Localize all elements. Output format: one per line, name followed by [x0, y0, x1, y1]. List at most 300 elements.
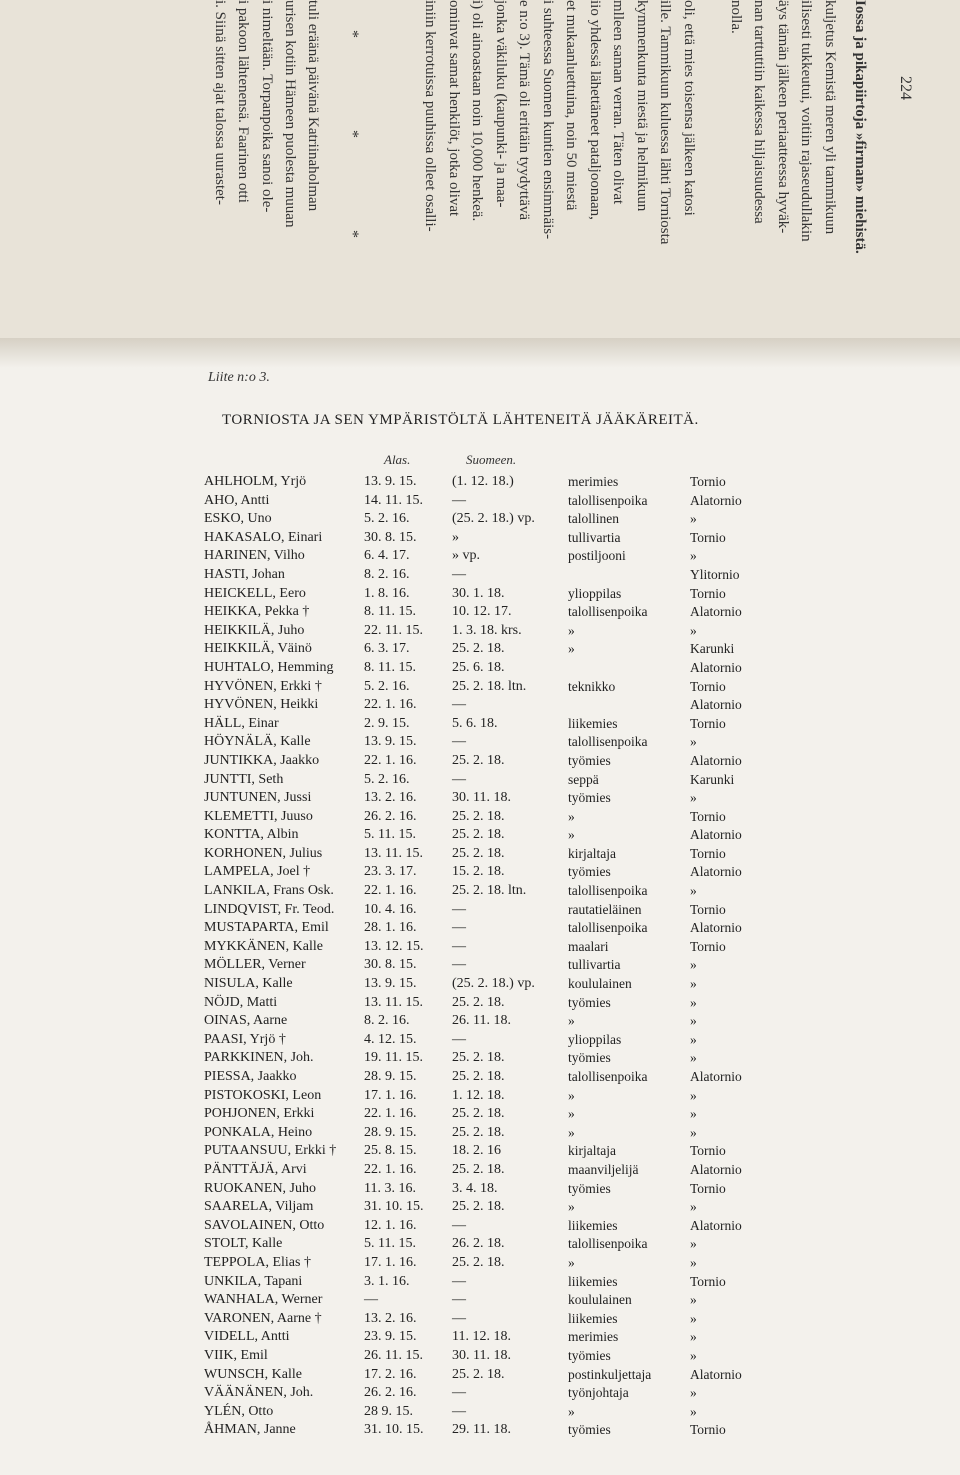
cell-paikka: »	[690, 1254, 697, 1270]
cell-paikka: »	[690, 1050, 697, 1066]
cell-paikka: »	[690, 790, 697, 806]
cell-alas: 25. 8. 15.	[364, 1143, 417, 1159]
table-row	[0, 1385, 960, 1404]
cell-name: KONTTA, Albin	[204, 827, 299, 843]
cell-paikka: »	[690, 957, 697, 973]
cell-name: WANHALA, Werner	[204, 1292, 323, 1308]
table-row	[0, 1218, 960, 1237]
cell-name: LANKILA, Frans Osk.	[204, 883, 334, 899]
cell-paikka: Tornio	[690, 938, 726, 954]
rotated-line: i. Siinä sitten ajat talossa uurastet-	[212, 0, 228, 205]
cell-paikka: Alatornio	[690, 752, 742, 768]
cell-suomeen: —	[452, 1217, 466, 1233]
cell-alas: 6. 3. 17.	[364, 641, 410, 657]
cell-ammatti: koululainen	[568, 976, 632, 992]
cell-alas: 28. 1. 16.	[364, 920, 417, 936]
appendix-label: Liite n:o 3.	[208, 370, 270, 385]
table-row	[0, 586, 960, 605]
cell-ammatti: tullivartia	[568, 957, 621, 973]
cell-alas: 13. 9. 15.	[364, 976, 417, 992]
table-row	[0, 716, 960, 735]
cell-alas: 13. 11. 15.	[364, 845, 423, 861]
cell-name: HYVÖNEN, Erkki †	[204, 678, 322, 694]
cell-alas: 13. 9. 15.	[364, 474, 417, 489]
table-row	[0, 1329, 960, 1348]
cell-paikka: »	[690, 1087, 697, 1103]
cell-name: AHO, Antti	[204, 492, 270, 508]
cell-suomeen: —	[452, 734, 466, 750]
cell-paikka: Tornio	[690, 1143, 726, 1159]
cell-suomeen: 15. 2. 18.	[452, 864, 505, 880]
cell-name: KLEMETTI, Juuso	[204, 808, 313, 824]
table-row	[0, 604, 960, 623]
cell-paikka: »	[690, 1403, 697, 1419]
cell-alas: 13. 2. 16.	[364, 1310, 417, 1326]
table-row	[0, 493, 960, 512]
table-row	[0, 679, 960, 698]
cell-paikka: »	[690, 1347, 697, 1363]
table-row	[0, 827, 960, 846]
rotated-line: mlleen saman verran. Täten olivat	[610, 0, 626, 205]
cell-paikka: »	[690, 622, 697, 638]
cell-suomeen: 25. 2. 18.	[452, 1366, 505, 1382]
cell-suomeen: 25. 2. 18. ltn.	[452, 883, 527, 899]
cell-alas: 17. 2. 16.	[364, 1366, 417, 1382]
cell-alas: 19. 11. 15.	[364, 1050, 423, 1066]
cell-ammatti: »	[568, 1403, 575, 1419]
cell-alas: 22. 1. 16.	[364, 1106, 417, 1122]
cell-ammatti: ylioppilas	[568, 585, 622, 601]
table-row	[0, 1274, 960, 1293]
cell-paikka: »	[690, 994, 697, 1010]
cell-paikka: Alatornio	[690, 697, 742, 713]
cell-paikka: »	[690, 883, 697, 899]
table-row	[0, 1032, 960, 1051]
cell-paikka: »	[690, 1292, 697, 1308]
cell-name: ÅHMAN, Janne	[204, 1422, 296, 1438]
cell-ammatti: liikemies	[568, 1217, 618, 1233]
cell-alas: 26. 11. 15.	[364, 1347, 423, 1363]
cell-name: OINAS, Aarne	[204, 1013, 288, 1029]
cell-name: JUNTTI, Seth	[204, 771, 284, 787]
cell-ammatti: »	[568, 622, 575, 638]
table-row	[0, 809, 960, 828]
table-row	[0, 976, 960, 995]
cell-paikka: »	[690, 1013, 697, 1029]
cell-suomeen: »	[452, 529, 459, 545]
cell-name: WUNSCH, Kalle	[204, 1366, 302, 1382]
cell-suomeen: 18. 2. 16	[452, 1143, 501, 1159]
table-row	[0, 1181, 960, 1200]
cell-alas: 22. 1. 16.	[364, 752, 417, 768]
cell-paikka: Alatornio	[690, 604, 742, 620]
cell-name: HEIKKILÄ, Juho	[204, 622, 305, 638]
table-row	[0, 790, 960, 809]
section-stars: * * *	[344, 30, 361, 282]
cell-paikka: Karunki	[690, 771, 735, 787]
cell-suomeen: —	[452, 1292, 466, 1308]
cell-alas: 5. 2. 16.	[364, 771, 410, 787]
column-header-suomeen: Suomeen.	[466, 452, 517, 467]
cell-alas: 23. 3. 17.	[364, 864, 417, 880]
table-row	[0, 920, 960, 939]
table-row	[0, 1311, 960, 1330]
cell-paikka: »	[690, 976, 697, 992]
cell-paikka: Tornio	[690, 1422, 726, 1438]
rotated-line: i pakoon lähtenensä. Faarinen otti	[235, 0, 251, 203]
facing-page-rotated	[0, 0, 960, 355]
cell-ammatti: talollisenpoika	[568, 492, 648, 508]
cell-alas: 31. 10. 15.	[364, 1422, 424, 1438]
table-row	[0, 939, 960, 958]
cell-ammatti: kirjaltaja	[568, 845, 616, 861]
cell-suomeen: 30. 11. 18.	[452, 1347, 511, 1363]
rotated-line: iio yhdessä lähettäneet pataljoonaan,	[587, 0, 603, 220]
cell-paikka: »	[690, 511, 697, 527]
cell-ammatti: talollisenpoika	[568, 1236, 648, 1252]
table-row	[0, 734, 960, 753]
table-row	[0, 1050, 960, 1069]
table-row	[0, 1106, 960, 1125]
cell-name: PUTAANSUU, Erkki †	[204, 1143, 337, 1159]
table-row	[0, 883, 960, 902]
table-row	[0, 1255, 960, 1274]
cell-ammatti: liikemies	[568, 715, 618, 731]
cell-paikka: Tornio	[690, 474, 726, 489]
rotated-line: e n:o 3). Tämä oli erittäin tyydyttävä	[516, 0, 532, 221]
cell-paikka: Tornio	[690, 715, 726, 731]
cell-ammatti: kirjaltaja	[568, 1143, 616, 1159]
cell-name: JUNTUNEN, Jussi	[204, 790, 312, 806]
cell-ammatti: talollisenpoika	[568, 1069, 648, 1084]
table-row	[0, 1162, 960, 1181]
cell-name: POHJONEN, Erkki	[204, 1106, 315, 1122]
column-header-alas: Alas.	[384, 452, 411, 467]
cell-paikka: »	[690, 734, 697, 750]
cell-suomeen: 30. 1. 18.	[452, 585, 505, 601]
cell-alas: 26. 2. 16.	[364, 808, 417, 824]
cell-ammatti: talollisenpoika	[568, 734, 648, 750]
cell-alas: 30. 8. 15.	[364, 529, 417, 545]
cell-name: VIDELL, Antti	[204, 1329, 290, 1345]
cell-alas: 31. 10. 15.	[364, 1199, 424, 1215]
cell-ammatti: työnjohtaja	[568, 1385, 629, 1401]
cell-alas: 14. 11. 15.	[364, 492, 423, 508]
cell-ammatti: liikemies	[568, 1310, 618, 1326]
cell-alas: 12. 1. 16.	[364, 1217, 417, 1233]
cell-name: VIIK, Emil	[204, 1347, 268, 1363]
cell-name: YLÉN, Otto	[204, 1403, 274, 1419]
cell-suomeen: —	[452, 492, 466, 508]
cell-alas: —	[364, 1292, 378, 1308]
cell-name: HÖYNÄLÄ, Kalle	[204, 734, 311, 750]
cell-paikka: »	[690, 1310, 697, 1326]
table-row	[0, 864, 960, 883]
cell-ammatti: työmies	[568, 864, 611, 880]
cell-name: LAMPELA, Joel †	[204, 864, 311, 880]
cell-ammatti: postinkuljettaja	[568, 1366, 652, 1382]
jaakari-list	[0, 474, 960, 1441]
table-row	[0, 995, 960, 1014]
table-row	[0, 1422, 960, 1441]
cell-ammatti: merimies	[568, 474, 619, 489]
cell-name: HASTI, Johan	[204, 566, 285, 582]
cell-ammatti: »	[568, 1124, 575, 1140]
table-row	[0, 1292, 960, 1311]
cell-suomeen: 25. 2. 18.	[452, 1050, 505, 1066]
cell-suomeen: 25. 2. 18.	[452, 845, 505, 861]
cell-name: NÖJD, Matti	[204, 994, 278, 1010]
cell-paikka: Alatornio	[690, 1366, 742, 1382]
cell-name: RUOKANEN, Juho	[204, 1180, 316, 1196]
cell-name: LINDQVIST, Fr. Teod.	[204, 901, 335, 917]
rotated-line: tuli eräänä päivänä Katriinaholman	[305, 0, 321, 212]
table-row	[0, 697, 960, 716]
rotated-line: äys tämän jälkeen periaatteessa hyväk-	[775, 0, 791, 234]
cell-ammatti: liikemies	[568, 1273, 618, 1289]
table-row	[0, 1348, 960, 1367]
table-row	[0, 1125, 960, 1144]
table-row	[0, 660, 960, 679]
table-row	[0, 1143, 960, 1162]
rotated-line: kymmenkunta miestä ja helmikuun	[634, 0, 650, 212]
cell-paikka: Alatornio	[690, 1161, 742, 1177]
cell-alas: 17. 1. 16.	[364, 1087, 417, 1103]
cell-paikka: Alatornio	[690, 827, 742, 843]
cell-paikka: »	[690, 1106, 697, 1122]
cell-suomeen: 1. 12. 18.	[452, 1087, 505, 1103]
table-row	[0, 1199, 960, 1218]
cell-paikka: »	[690, 548, 697, 564]
cell-name: SAARELA, Viljam	[204, 1199, 314, 1215]
table-row	[0, 1088, 960, 1107]
cell-alas: 1. 8. 16.	[364, 585, 410, 601]
cell-paikka: Alatornio	[690, 492, 742, 508]
cell-suomeen: 25. 2. 18.	[452, 752, 505, 768]
cell-ammatti: »	[568, 827, 575, 843]
cell-paikka: Alatornio	[690, 659, 742, 675]
cell-alas: 26. 2. 16.	[364, 1385, 417, 1401]
cell-ammatti: »	[568, 1087, 575, 1103]
table-row	[0, 474, 960, 493]
cell-name: PONKALA, Heino	[204, 1124, 313, 1140]
cell-suomeen: 25. 2. 18.	[452, 641, 505, 657]
table-row	[0, 1069, 960, 1088]
cell-suomeen: 25. 2. 18. ltn.	[452, 678, 527, 694]
cell-alas: 5. 2. 16.	[364, 678, 410, 694]
cell-paikka: Tornio	[690, 1273, 726, 1289]
cell-suomeen: —	[452, 938, 466, 954]
cell-alas: 6. 4. 17.	[364, 548, 410, 564]
cell-suomeen: —	[452, 1273, 466, 1289]
cell-paikka: Tornio	[690, 845, 726, 861]
cell-name: NISULA, Kalle	[204, 976, 293, 992]
cell-ammatti: tullivartia	[568, 529, 621, 545]
cell-suomeen: (1. 12. 18.)	[452, 474, 514, 489]
cell-alas: 22. 1. 16.	[364, 883, 417, 899]
cell-alas: 22. 11. 15.	[364, 622, 423, 638]
rotated-line: kuljetus Kemistä meren yli tammikuun	[822, 0, 838, 235]
page-number: 224	[897, 76, 914, 100]
rotated-line: ille. Tammikuun kuluessa lähti Torniosta	[657, 0, 673, 245]
cell-suomeen: 25. 2. 18.	[452, 994, 505, 1010]
cell-alas: 5. 11. 15.	[364, 1236, 416, 1252]
cell-suomeen: 3. 4. 18.	[452, 1180, 498, 1196]
cell-ammatti: ylioppilas	[568, 1031, 622, 1047]
cell-ammatti: maalari	[568, 938, 609, 954]
cell-suomeen: 25. 2. 18.	[452, 808, 505, 824]
cell-ammatti: talollisenpoika	[568, 604, 648, 620]
cell-paikka: Alatornio	[690, 920, 742, 936]
cell-paikka: Tornio	[690, 529, 726, 545]
cell-ammatti: työmies	[568, 1347, 611, 1363]
cell-ammatti: talollisenpoika	[568, 883, 648, 899]
cell-ammatti: rautatieläinen	[568, 901, 642, 917]
cell-paikka: »	[690, 1329, 697, 1345]
cell-suomeen: —	[452, 1310, 466, 1326]
cell-ammatti: talollisenpoika	[568, 920, 648, 936]
cell-name: HEIKKILÄ, Väinö	[204, 641, 312, 657]
cell-alas: 28 9. 15.	[364, 1403, 413, 1419]
rotated-line: oli, että mies toisensa jälkeen katosi	[681, 0, 697, 216]
table-row	[0, 511, 960, 530]
rotated-line: i) oli ainoastaan noin 10,000 henkeä.	[469, 0, 485, 222]
cell-suomeen: 25. 2. 18.	[452, 1069, 505, 1084]
cell-ammatti: työmies	[568, 1422, 611, 1438]
cell-alas: 10. 4. 16.	[364, 901, 417, 917]
cell-suomeen: —	[452, 566, 466, 582]
cell-alas: 11. 3. 16.	[364, 1180, 416, 1196]
table-row	[0, 1367, 960, 1386]
rotated-line: jonka väkiluku (kaupunki- ja maa-	[493, 0, 509, 208]
cell-name: ESKO, Uno	[204, 511, 272, 527]
cell-suomeen: —	[452, 1385, 466, 1401]
cell-ammatti: maanviljelijä	[568, 1161, 639, 1177]
cell-suomeen: 25. 2. 18.	[452, 827, 505, 843]
cell-name: MYKKÄNEN, Kalle	[204, 938, 323, 954]
cell-alas: 17. 1. 16.	[364, 1254, 417, 1270]
table-row	[0, 1236, 960, 1255]
cell-name: VÄÄNÄNEN, Joh.	[204, 1385, 314, 1401]
rotated-line: i suhteessa Suomen kuntien ensimmäis-	[540, 0, 556, 240]
cell-alas: 8. 11. 15.	[364, 604, 416, 620]
cell-name: VARONEN, Aarne †	[204, 1310, 322, 1326]
cell-suomeen: 25. 2. 18.	[452, 1254, 505, 1270]
cell-name: PARKKINEN, Joh.	[204, 1050, 314, 1066]
cell-alas: 13. 2. 16.	[364, 790, 417, 806]
table-row	[0, 530, 960, 549]
table-row	[0, 1013, 960, 1032]
cell-name: PISTOKOSKI, Leon	[204, 1087, 322, 1103]
cell-suomeen: 25. 2. 18.	[452, 1106, 505, 1122]
rotated-line: ominvat samat henkilöt, jotka olivat	[446, 0, 462, 217]
cell-name: MUSTAPARTA, Emil	[204, 920, 329, 936]
cell-alas: 5. 11. 15.	[364, 827, 416, 843]
cell-name: PÄNTTÄJÄ, Arvi	[204, 1161, 307, 1177]
cell-name: HAKASALO, Einari	[204, 529, 323, 545]
cell-alas: 8. 2. 16.	[364, 566, 410, 582]
cell-alas: 28. 9. 15.	[364, 1069, 417, 1084]
cell-ammatti: työmies	[568, 1050, 611, 1066]
cell-name: AHLHOLM, Yrjö	[204, 474, 307, 489]
cell-alas: 22. 1. 16.	[364, 697, 417, 713]
cell-suomeen: —	[452, 901, 466, 917]
cell-alas: 13. 9. 15.	[364, 734, 417, 750]
cell-ammatti: teknikko	[568, 678, 616, 694]
cell-paikka: Alatornio	[690, 864, 742, 880]
cell-ammatti: työmies	[568, 994, 611, 1010]
cell-suomeen: 29. 11. 18.	[452, 1422, 511, 1438]
cell-ammatti: työmies	[568, 1180, 611, 1196]
cell-alas: 8. 11. 15.	[364, 659, 416, 675]
rotated-header: Iossa ja pikapiirtoja »firman» miehistä.	[852, 0, 868, 254]
cell-paikka: »	[690, 1031, 697, 1047]
cell-name: HARINEN, Vilho	[204, 548, 305, 564]
cell-suomeen: 25. 6. 18.	[452, 659, 505, 675]
cell-suomeen: 10. 12. 17.	[452, 604, 512, 620]
cell-suomeen: —	[452, 1031, 466, 1047]
cell-paikka: Alatornio	[690, 1069, 742, 1084]
cell-suomeen: 1. 3. 18. krs.	[452, 622, 522, 638]
cell-suomeen: 25. 2. 18.	[452, 1124, 505, 1140]
table-row	[0, 1404, 960, 1423]
cell-name: PIESSA, Jaakko	[204, 1069, 297, 1084]
cell-suomeen: 26. 11. 18.	[452, 1013, 511, 1029]
cell-suomeen: —	[452, 771, 466, 787]
cell-suomeen: 26. 2. 18.	[452, 1236, 505, 1252]
cell-ammatti: »	[568, 808, 575, 824]
cell-paikka: Ylitornio	[690, 566, 740, 582]
table-row	[0, 846, 960, 865]
rotated-line: et mukaanluettuina, noin 50 miestä	[563, 0, 579, 211]
cell-name: UNKILA, Tapani	[204, 1273, 303, 1289]
rotated-line: urisen kotiin Hämeen puolesta muuan	[282, 0, 298, 228]
rotated-line: iniin kerrotuissa puuhissa olleet osalli-	[422, 0, 438, 232]
rotated-line: nan tarttuttiin kaikessa hiljaisuudessa	[751, 0, 767, 224]
cell-suomeen: (25. 2. 18.) vp.	[452, 976, 535, 992]
cell-ammatti: talollinen	[568, 511, 619, 527]
cell-paikka: Tornio	[690, 901, 726, 917]
rotated-line: i nimeltään. Torpanpoika sanoi ole-	[259, 0, 275, 213]
cell-name: JUNTIKKA, Jaakko	[204, 752, 320, 768]
cell-suomeen: 5. 6. 18.	[452, 715, 498, 731]
cell-paikka: Tornio	[690, 678, 726, 694]
table-row	[0, 567, 960, 586]
cell-name: STOLT, Kalle	[204, 1236, 283, 1252]
table-row	[0, 623, 960, 642]
cell-suomeen: (25. 2. 18.) vp.	[452, 511, 535, 527]
cell-alas: 13. 12. 15.	[364, 938, 424, 954]
cell-paikka: Tornio	[690, 585, 726, 601]
cell-paikka: »	[690, 1199, 697, 1215]
cell-name: HÄLL, Einar	[204, 715, 279, 731]
cell-name: PAASI, Yrjö †	[204, 1031, 286, 1047]
cell-suomeen: » vp.	[452, 548, 480, 564]
cell-ammatti: postiljooni	[568, 548, 626, 564]
cell-name: MÖLLER, Verner	[204, 957, 306, 973]
cell-alas: 23. 9. 15.	[364, 1329, 417, 1345]
table-row	[0, 753, 960, 772]
cell-suomeen: 30. 11. 18.	[452, 790, 511, 806]
cell-alas: 5. 2. 16.	[364, 511, 410, 527]
cell-ammatti: työmies	[568, 790, 611, 806]
cell-paikka: »	[690, 1385, 697, 1401]
cell-ammatti: seppä	[568, 771, 599, 787]
cell-suomeen: —	[452, 1403, 466, 1419]
cell-suomeen: 25. 2. 18.	[452, 1199, 505, 1215]
cell-ammatti: merimies	[568, 1329, 619, 1345]
table-title: TORNIOSTA JA SEN YMPÄRISTÖLTÄ LÄHTENEITÄ JÄÄKÄREITÄ.	[222, 412, 699, 428]
